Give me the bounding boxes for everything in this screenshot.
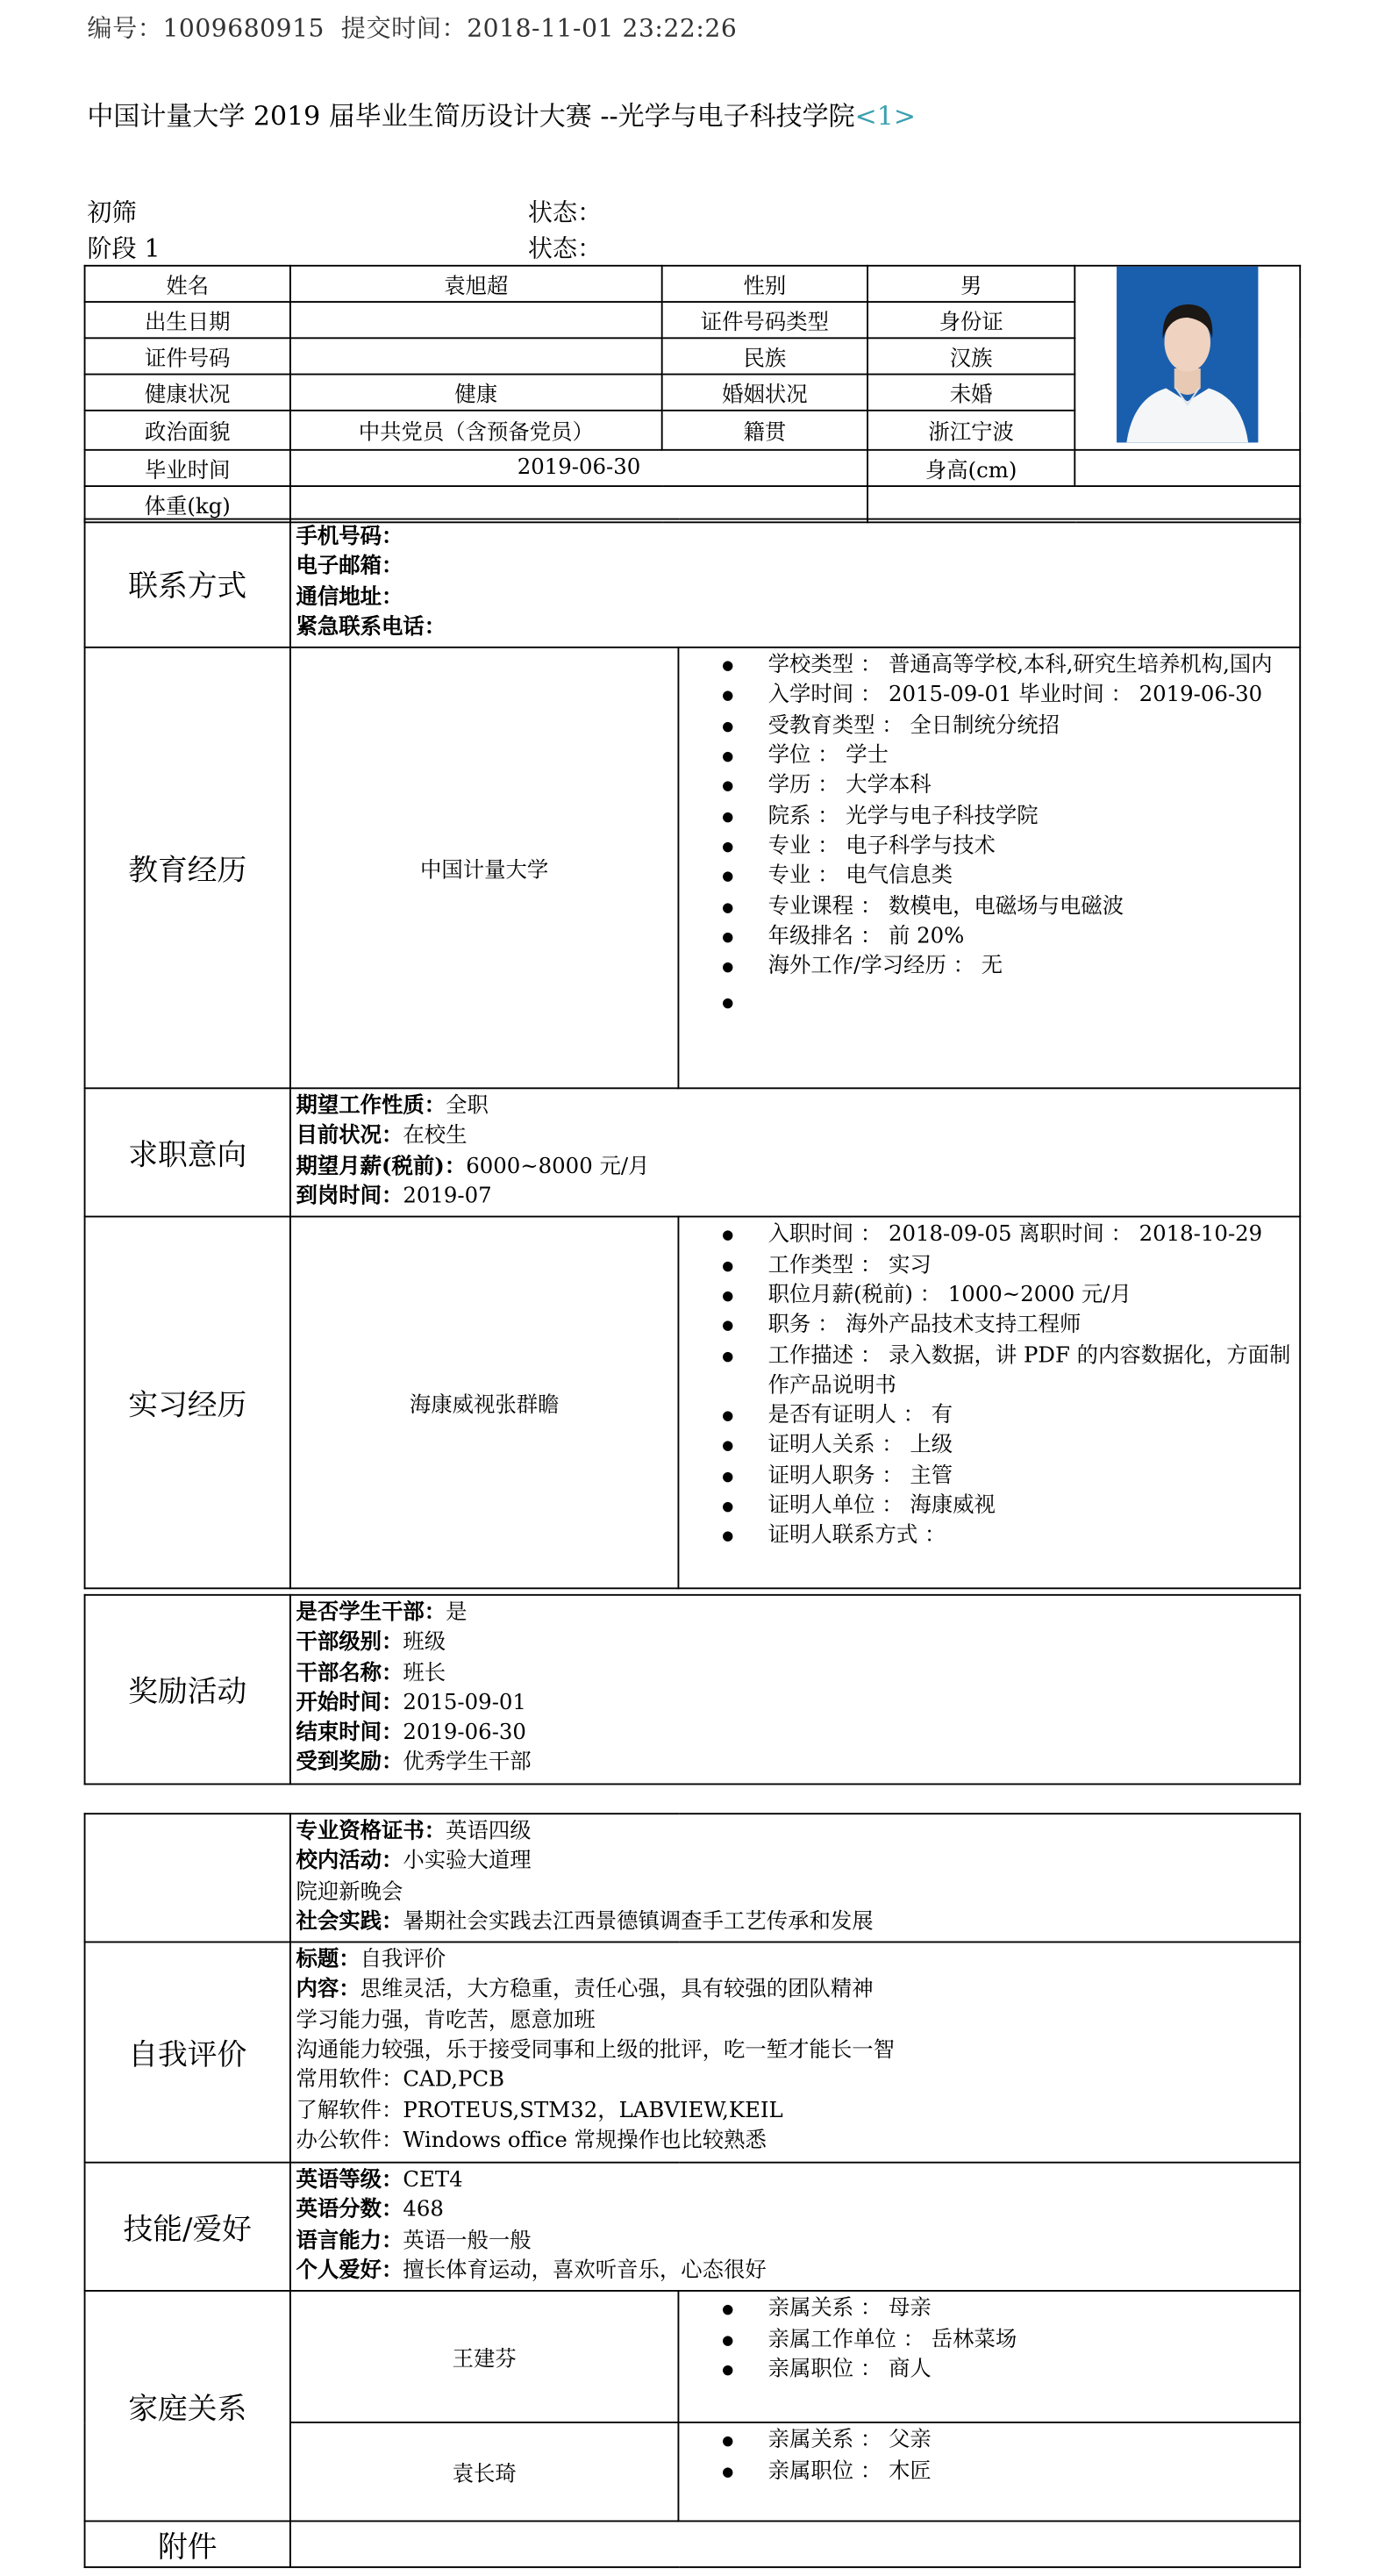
weight-value — [290, 486, 867, 522]
salary-value: 6000~8000 元/月 — [466, 1154, 650, 1179]
start-value: 2015-09-01 — [403, 1691, 526, 1716]
applicant-photo — [1117, 267, 1258, 443]
address-label: 通信地址： — [296, 584, 403, 610]
family-member-name: 袁长琦 — [290, 2423, 679, 2522]
health-value: 健康 — [290, 375, 662, 411]
emergency-label: 紧急联系电话： — [296, 615, 446, 640]
cadre-level-value: 班级 — [403, 1630, 446, 1656]
weight-label: 体重(kg) — [85, 486, 290, 522]
other-details — [290, 1814, 1300, 1943]
weight-blank — [867, 486, 1300, 522]
phone-label: 手机号码： — [296, 525, 403, 550]
skills-section-label: 技能/爱好 — [85, 2163, 290, 2292]
edu-item: ● 海外工作/学习经历 ： 无 — [722, 953, 1296, 983]
cert-label: 专业资格证书： — [296, 1819, 446, 1844]
idtype-label: 证件号码类型 — [662, 302, 867, 338]
self-section-label: 自我评价 — [85, 1943, 290, 2163]
lang-value: 英语一般一般 — [403, 2229, 532, 2254]
self-line: 办公软件：Windows office 常规操作也比较熟悉 — [296, 2129, 767, 2154]
photo-cell — [1074, 266, 1300, 450]
self-line: 常用软件：CAD,PCB — [296, 2068, 505, 2093]
cadre-title-label: 干部名称： — [296, 1660, 403, 1686]
skills-details — [290, 2163, 1300, 2292]
self-content-label: 内容： — [296, 1978, 360, 2003]
lang-label: 语言能力： — [296, 2229, 403, 2254]
intern-item: ● 职位月薪(税前) ： 1000~2000 元/月 — [722, 1282, 1296, 1312]
email-label: 电子邮箱： — [296, 555, 403, 580]
salary-label: 期望月薪(税前)： — [296, 1154, 467, 1179]
intention-details — [290, 1089, 1300, 1218]
social-label: 社会实践： — [296, 1909, 403, 1935]
family-section-label: 家庭关系 — [85, 2292, 290, 2522]
contact-details — [290, 519, 1300, 648]
award-value: 优秀学生干部 — [403, 1750, 532, 1777]
ethnic-value: 汉族 — [867, 338, 1074, 374]
eng-score-label: 英语分数： — [296, 2198, 403, 2224]
edu-item: ● 学历 ： 大学本科 — [722, 772, 1296, 802]
edu-item: ● 院系 ： 光学与电子科技学院 — [722, 802, 1296, 832]
page-title — [87, 96, 916, 133]
idno-label: 证件号码 — [85, 338, 290, 374]
education-school: 中国计量大学 — [290, 648, 679, 1089]
edu-item: ● 专业 ： 电子科学与技术 — [722, 833, 1296, 862]
internship-section-label: 实习经历 — [85, 1217, 290, 1589]
height-value — [1074, 450, 1300, 486]
campus-value: 小实验大道理 — [403, 1850, 532, 1875]
self-content-value: 思维灵活，大方稳重，责任心强，具有较强的团队精神 — [360, 1978, 874, 2003]
round-2-status: 状态： — [527, 233, 603, 263]
awards-table — [84, 1594, 1302, 1785]
intern-item: ● 入职时间 ： 2018-09-05 离职时间 ： 2018-10-29 — [722, 1221, 1296, 1251]
idno-value — [290, 338, 662, 374]
round-1-row — [87, 194, 603, 228]
family-item: ● 亲属职位 ： 木匠 — [722, 2458, 1296, 2487]
cadre-level-label: 干部级别： — [296, 1630, 403, 1656]
other-section-label — [85, 1814, 290, 1943]
intern-item: ● 证明人单位 ： 海康威视 — [722, 1492, 1296, 1522]
arrival-value: 2019-07 — [403, 1184, 492, 1210]
name-label: 姓名 — [85, 266, 290, 302]
marital-label: 婚姻状况 — [662, 375, 867, 411]
resume-body-table — [84, 519, 1302, 1590]
self-title-value: 自我评价 — [360, 1948, 446, 1973]
grad-label: 毕业时间 — [85, 450, 290, 486]
serial-number: 编号：1009680915 — [87, 13, 325, 43]
birth-value — [290, 302, 662, 338]
attachment-section-label: 附件 — [85, 2522, 290, 2568]
native-value: 浙江宁波 — [867, 411, 1074, 450]
basic-info-table — [84, 265, 1302, 523]
edu-item: ● 学位 ： 学士 — [722, 742, 1296, 772]
family-item: ● 亲属职位 ： 商人 — [722, 2356, 1296, 2386]
internship-details — [678, 1217, 1300, 1589]
self-line: 沟通能力较强，乐于接受同事和上级的批评，吃一堑才能长一智 — [296, 2038, 896, 2064]
cadre-title-value: 班长 — [403, 1660, 446, 1686]
family-item: ● 亲属关系 ： 父亲 — [722, 2427, 1296, 2457]
gender-value: 男 — [867, 266, 1074, 302]
awards-section-label: 奖励活动 — [85, 1595, 290, 1784]
campus-label: 校内活动： — [296, 1850, 403, 1875]
eng-level-value: CET4 — [403, 2168, 463, 2193]
title-text: 中国计量大学 2019 届毕业生简历设计大赛 --光学与电子科技学院 — [87, 100, 855, 132]
contact-section-label: 联系方式 — [85, 519, 290, 648]
campus-value-2: 院迎新晚会 — [296, 1879, 403, 1905]
marital-value: 未婚 — [867, 375, 1074, 411]
intern-item: ● 是否有证明人 ： 有 — [722, 1402, 1296, 1432]
native-label: 籍贯 — [662, 411, 867, 450]
round-1-status: 状态： — [527, 197, 603, 227]
work-type-label: 期望工作性质： — [296, 1094, 446, 1120]
work-type-value: 全职 — [446, 1094, 489, 1120]
submit-time: 提交时间：2018-11-01 23:22:26 — [340, 13, 738, 43]
family-member-name: 王建芬 — [290, 2292, 679, 2423]
political-label: 政治面貌 — [85, 411, 290, 450]
cadre-label: 是否学生干部： — [296, 1600, 446, 1626]
family-item: ● 亲属工作单位 ： 岳林菜场 — [722, 2326, 1296, 2356]
edu-item: ● 学校类型 ： 普通高等学校,本科,研究生培养机构,国内 — [722, 652, 1296, 682]
attachment-content[interactable] — [290, 2522, 1300, 2568]
edu-item: ● 专业 ： 电气信息类 — [722, 862, 1296, 892]
self-line: 学习能力强，肯吃苦，愿意加班 — [296, 2007, 596, 2034]
start-label: 开始时间： — [296, 1691, 403, 1716]
intern-item: ● 职务 ： 海外产品技术支持工程师 — [722, 1312, 1296, 1342]
grad-value: 2019-06-30 — [290, 450, 867, 486]
resume-lower-table — [84, 1813, 1302, 2568]
submission-meta — [87, 10, 737, 44]
education-details — [678, 648, 1300, 1089]
round-2-label: 阶段 1 — [87, 233, 161, 263]
intern-item: ● 证明人关系 ： 上级 — [722, 1432, 1296, 1462]
ethnic-label: 民族 — [662, 338, 867, 374]
self-details — [290, 1943, 1300, 2163]
name-value: 袁旭超 — [290, 266, 662, 302]
education-section-label: 教育经历 — [85, 648, 290, 1089]
round-2-row — [87, 231, 603, 265]
current-state-value: 在校生 — [403, 1124, 468, 1149]
awards-details — [290, 1595, 1300, 1784]
current-state-label: 目前状况： — [296, 1124, 403, 1149]
hobby-value: 擅长体育运动，喜欢听音乐，心态很好 — [403, 2258, 767, 2284]
intern-item: ● 工作描述 ： 录入数据，讲 PDF 的内容数据化，方面制作产品说明书 — [722, 1342, 1296, 1402]
cert-value: 英语四级 — [446, 1819, 532, 1844]
edu-item: ● 受教育类型 ： 全日制统分统招 — [722, 712, 1296, 741]
arrival-label: 到岗时间： — [296, 1184, 403, 1210]
family-member-details — [678, 2292, 1300, 2423]
intern-item: ● 证明人联系方式 ： — [722, 1522, 1296, 1552]
gender-label: 性别 — [662, 266, 867, 302]
eng-level-label: 英语等级： — [296, 2168, 403, 2193]
political-value: 中共党员（含预备党员） — [290, 411, 662, 450]
family-member-details — [678, 2423, 1300, 2522]
end-label: 结束时间： — [296, 1721, 403, 1746]
hobby-label: 个人爱好： — [296, 2258, 403, 2284]
self-title-label: 标题： — [296, 1948, 360, 1973]
edu-item: ● 专业课程 ： 数模电，电磁场与电磁波 — [722, 892, 1296, 922]
intention-section-label: 求职意向 — [85, 1089, 290, 1218]
birth-label: 出生日期 — [85, 302, 290, 338]
end-value: 2019-06-30 — [403, 1721, 526, 1746]
self-line: 了解软件：PROTEUS,STM32，LABVIEW,KEIL — [296, 2098, 783, 2124]
intern-item: ● 证明人职务 ： 主管 — [722, 1462, 1296, 1492]
title-tag: <1> — [854, 100, 916, 132]
social-value: 暑期社会实践去江西景德镇调查手工艺传承和发展 — [403, 1909, 874, 1935]
intern-item: ● 工作类型 ： 实习 — [722, 1251, 1296, 1281]
round-1-label: 初筛 — [87, 197, 137, 227]
family-item: ● 亲属关系 ： 母亲 — [722, 2295, 1296, 2325]
edu-item: ● 年级排名 ： 前 20% — [722, 923, 1296, 953]
cadre-value: 是 — [446, 1600, 468, 1626]
health-label: 健康状况 — [85, 375, 290, 411]
idtype-value: 身份证 — [867, 302, 1074, 338]
eng-score-value: 468 — [403, 2198, 444, 2224]
award-label: 受到奖励： — [296, 1750, 403, 1777]
edu-item: ● 入学时间 ： 2015-09-01 毕业时间 ： 2019-06-30 — [722, 682, 1296, 712]
height-label: 身高(cm) — [867, 450, 1074, 486]
internship-company: 海康威视张群瞻 — [290, 1217, 679, 1589]
